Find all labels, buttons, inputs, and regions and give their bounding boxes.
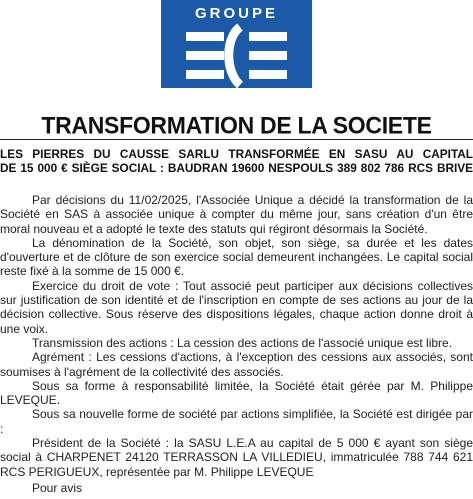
paragraph-new-management: Sous sa nouvelle forme de société par actions simplifiée, la Société est dirigée par : — [0, 407, 473, 436]
paragraph-approval: Agrément : Les cessions d'actions, à l'exception des cessions aux associés, sont soumises à l'agrément de la collectivité des associés. — [0, 350, 473, 379]
closing-signature: Pour avis — [32, 481, 83, 495]
notice-body — [0, 193, 473, 479]
title-divider — [0, 139, 473, 140]
logo-mark-icon — [161, 0, 312, 88]
subheading-line-2: DE 15 000 € SIÈGE SOCIAL : BAUDRAN 19600 NESPOULS 389 802 786 RCS BRIVE — [0, 161, 473, 175]
subheading-line-1: LES PIERRES DU CAUSSE SARLU TRANSFORMÉE EN SASU AU CAPITAL — [0, 147, 473, 161]
company-subheading — [0, 147, 473, 175]
paragraph-decisions: Par décisions du 11/02/2025, l'Associée Unique a décidé la transformation de la Société en SAS à associée unique à compter du même jour, sans création d'un être moral nouveau et a adopté le texte des statuts qui régiront désormais la Société. — [0, 193, 473, 236]
notice-title: TRANSFORMATION DE LA SOCIETE — [41, 111, 432, 139]
logo-wordmark: GROUPE — [194, 5, 278, 22]
paragraph-denomination: La dénomination de la Société, son objet, son siège, sa durée et les dates d'ouverture et de clôture de son exercice social demeurent inchangées. Le capital social reste fixé à la somme de 15 000 €. — [0, 235, 473, 279]
groupe-ece-logo — [161, 0, 312, 88]
paragraph-former-management: Sous sa forme à responsabilité limitée, la Société était gérée par M. Philippe LEVEQUE. — [0, 378, 473, 408]
paragraph-president: Président de la Société : la SASU L.E.A au capital de 5 000 € ayant son siège social à CHARPENET 24120 TERRASSON LA VILLEDIEU, immatriculée 788 744 621 RCS PERIGUEUX, représentée par M. Philippe LEVEQUE — [0, 436, 473, 479]
paragraph-voting-rights: Exercice du droit de vote : Tout associé peut participer aux décisions collectives sur justification de son identité et de l'inscription en compte de ses actions au jour de la décision collective. Sous réserve des dispositions légales, chaque action donne droit à une voix. — [0, 278, 473, 336]
paragraph-share-transfer: Transmission des actions : La cession des actions de l'associé unique est libre. — [32, 335, 453, 350]
